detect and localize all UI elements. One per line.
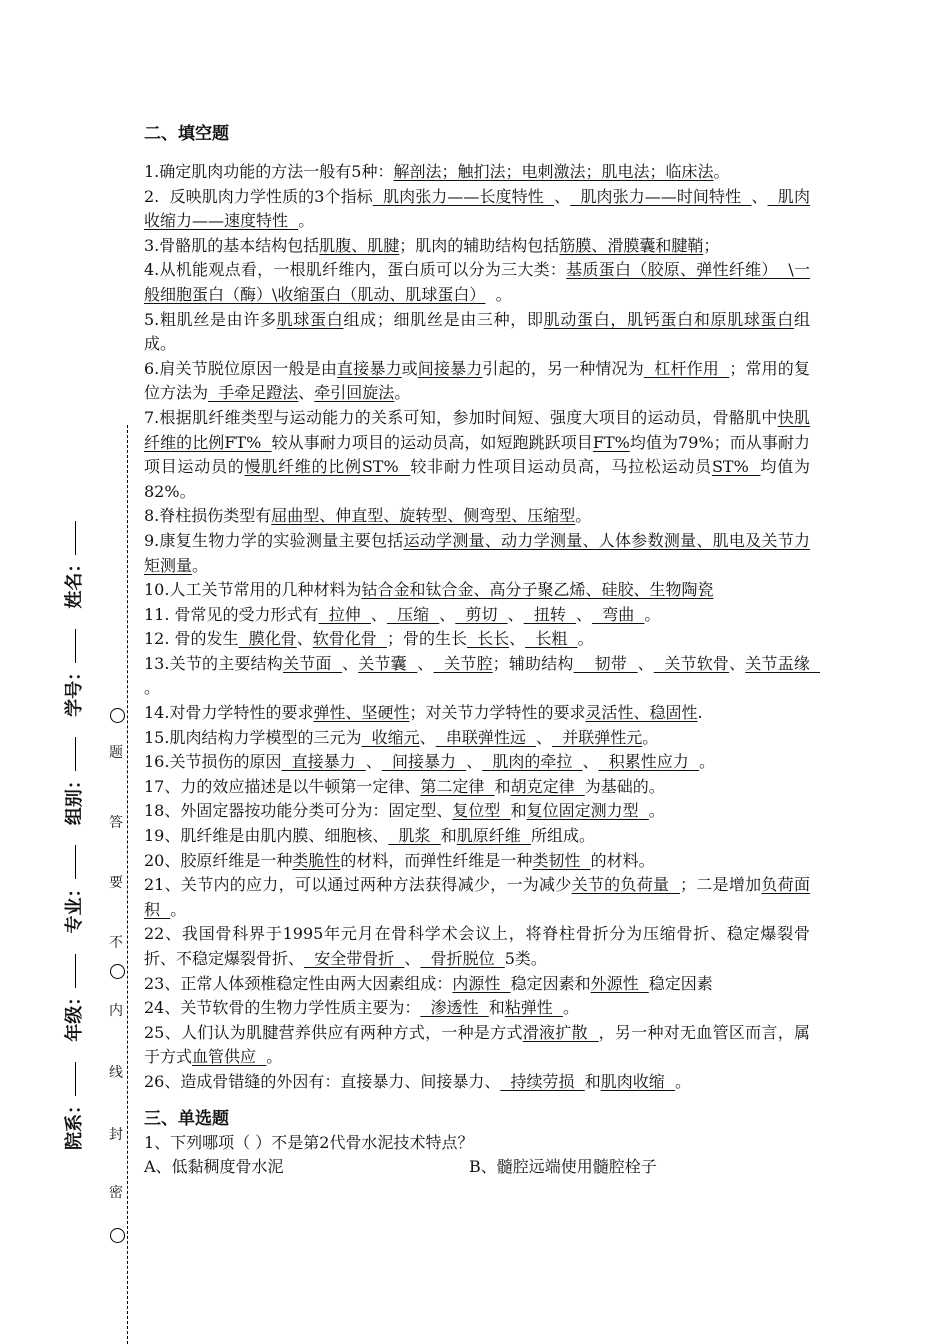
- fill-blank-item: [144, 996, 810, 1021]
- answer-text: 滑液扩散: [522, 1022, 599, 1042]
- question-text: 25、人们认为肌腱营养供应有两种方式，一种是方式: [144, 1022, 523, 1042]
- question-text: 的材料，而弹性纤维是一种: [340, 850, 533, 870]
- question-text: 。: [698, 752, 715, 772]
- answer-text: 解剖法；触扪法；电刺激法；肌电法；临床法: [393, 162, 714, 181]
- question-text: 和: [510, 801, 527, 821]
- question-text: 稳定因素和: [510, 973, 591, 993]
- answer-text: 杠杆作用: [643, 358, 730, 378]
- seal-char: 题: [109, 745, 123, 761]
- fill-blank-item: [144, 824, 810, 849]
- question-text: 均值为79%；而从事耐力项目运动员的: [144, 432, 810, 477]
- field-grade: 年级：: [60, 948, 86, 1042]
- answer-text: 粘弹性: [504, 998, 563, 1018]
- seal-char: 不: [109, 935, 123, 951]
- answer-text: 收缩元: [361, 727, 420, 747]
- answer-text: 肌腹、肌腱: [319, 235, 400, 255]
- answer-text: 肌肉的牵拉: [482, 752, 583, 772]
- question-text: ；肌肉的辅助结构包括: [399, 235, 560, 255]
- question-text: 、: [751, 186, 768, 206]
- question-text: 和: [494, 776, 511, 796]
- question-text: 、: [370, 604, 387, 624]
- answer-text: 积累性应力: [598, 752, 699, 772]
- question-text: 。: [485, 284, 512, 304]
- fill-blank-item: [144, 799, 810, 824]
- answer-text: 复位型: [452, 801, 511, 821]
- answer-text: 复位固定测力型: [526, 801, 649, 821]
- question-text: 3.骨骼肌的基本结构包括: [144, 235, 320, 255]
- question-text: 、: [729, 653, 746, 673]
- answer-text: 屈曲型、伸直型、旋转型、侧弯型、压缩型: [271, 506, 576, 526]
- answer-text: 渗透性: [420, 998, 489, 1018]
- answer-text: 骨折脱位: [420, 949, 505, 968]
- question-text: 为基础的。: [584, 776, 665, 796]
- fill-blank-list: [144, 160, 821, 1095]
- question-text: 1.确定肌肉功能的方法一般有5种：: [144, 162, 394, 181]
- fill-blank-item: [144, 603, 810, 628]
- answer-text: 关节腔: [433, 653, 493, 673]
- question-text: 、: [404, 949, 421, 968]
- answer-text: 弯曲: [592, 604, 645, 624]
- answer-text: 软骨化骨: [312, 629, 387, 649]
- question-text: 5.粗肌丝是由许多: [144, 309, 277, 329]
- option-b[interactable]: B、髓腔远端使用髓腔栓子: [469, 1157, 657, 1177]
- question-text: 11. 骨常见的受力形式有: [144, 604, 319, 624]
- fill-blank-item: [144, 160, 810, 185]
- question-text: 稳定因素: [648, 973, 713, 993]
- section-heading-single-choice: 三、单选题: [144, 1108, 229, 1129]
- answer-text: 基质蛋白（胶原、弹性纤维） \一般细胞蛋白（酶）\收缩蛋白（肌动、肌球蛋白）: [144, 260, 810, 304]
- question-text: 较非耐力性项目运动员高，马拉松运动员: [410, 457, 712, 477]
- question-text: 6.肩关节脱位原因一般是由: [144, 358, 338, 378]
- fill-blank-item: [144, 357, 810, 406]
- question-text: 1、下列哪项（ ）不是第2代骨水泥技术特点？: [144, 1132, 474, 1152]
- answer-text: 关节面: [282, 653, 343, 673]
- answer-text: 牵引回旋法: [314, 383, 395, 403]
- question-text: 、: [365, 752, 382, 772]
- question-text: ；: [703, 235, 720, 255]
- fill-blank-item: [144, 701, 810, 726]
- answer-text: 并联弹性元: [552, 727, 643, 747]
- answer-text: 压缩: [386, 604, 440, 624]
- answer-text: 筋膜、滑膜囊和腱鞘: [559, 235, 704, 255]
- question-text: 。: [575, 506, 592, 526]
- answer-text: 负荷面积: [144, 875, 810, 919]
- answer-text: 关节囊: [358, 653, 418, 673]
- answer-text: 内源性: [452, 973, 511, 993]
- answer-text: 韧带: [573, 653, 638, 673]
- question-text: 22、我国骨科界于1995年元月在骨科学术会议上，将脊柱骨折分为压缩骨折、稳定爆裂骨折、不稳定爆裂骨折、: [144, 924, 810, 968]
- answer-text: 直接暴力: [337, 358, 402, 378]
- fill-blank-item: [144, 578, 810, 603]
- answer-text: 肌肉收缩力——速度特性: [144, 186, 810, 231]
- field-group: 组别：: [60, 731, 86, 825]
- question-text: ；二是增加: [680, 875, 762, 895]
- question-text: 9.康复生物力学的实验测量主要包括: [144, 530, 404, 550]
- answer-text: 钴合金和钛合金、高分子聚乙烯、硅胶、生物陶瓷: [361, 580, 714, 600]
- answer-text: 关节软骨: [653, 653, 730, 673]
- answer-text: 肌肉收缩: [600, 1071, 675, 1091]
- question-text: 和: [584, 1071, 601, 1091]
- question-text: 、: [417, 653, 434, 673]
- seal-circle: [110, 1228, 125, 1243]
- answer-text: 间接暴力: [381, 752, 467, 772]
- answer-text: 剪切: [455, 604, 508, 624]
- answer-text: 长粗: [525, 629, 578, 649]
- fill-blank-item: [144, 234, 810, 259]
- question-text: 15.肌肉结构力学模型的三元为: [144, 727, 362, 747]
- question-text: 所组成。: [530, 826, 595, 846]
- answer-text: 关节盂缘: [745, 653, 821, 673]
- answer-text: 类脆性: [292, 850, 341, 870]
- question-text: 。: [644, 604, 661, 624]
- question-text: 、: [509, 629, 526, 649]
- answer-text: 肌肉张力——长度特性: [372, 186, 555, 206]
- fill-blank-item: [144, 726, 810, 751]
- answer-text: 肌球蛋白: [276, 309, 344, 329]
- answer-text: 间接暴力: [417, 358, 483, 378]
- question-text: 、: [576, 604, 593, 624]
- question-text: 24、关节软骨的生物力学性质主要为：: [144, 998, 421, 1018]
- answer-text: 串联弹性远: [435, 727, 537, 747]
- question-text: 19、肌纤维是由肌内膜、细胞核、: [144, 826, 389, 846]
- question-text: 、: [342, 653, 359, 673]
- section-heading-fill-blank: 二、填空题: [144, 124, 229, 144]
- question-text: 、: [296, 629, 313, 649]
- question-text: 。: [192, 555, 209, 575]
- answer-text: 血管供应: [192, 1047, 267, 1067]
- answer-text: 安全带骨折: [304, 949, 405, 968]
- question-text: 8.脊柱损伤类型有: [144, 506, 272, 526]
- question-text: 、: [637, 653, 654, 673]
- answer-text: 快肌纤维的比例FT%: [144, 407, 810, 452]
- question-text: 的材料。: [590, 850, 655, 870]
- answer-text: 关节的负荷量: [571, 875, 680, 895]
- question-text: 17、力的效应描述是以牛顿第一定律、: [144, 776, 421, 796]
- answer-text: 第二定律: [420, 776, 495, 796]
- answer-text: 灵活性、稳固性: [585, 703, 698, 723]
- seal-circle: [110, 708, 125, 723]
- question-text: ；辅助结构: [492, 653, 574, 673]
- fill-blank-item: [144, 849, 810, 874]
- answer-text: 拉伸: [318, 604, 371, 624]
- question-text: 和: [440, 826, 457, 846]
- question-text: 或: [401, 358, 418, 378]
- question-text: ；对关节力学特性的要求: [409, 703, 586, 723]
- fill-blank-item: [144, 529, 810, 578]
- fill-blank-item: [144, 972, 810, 997]
- question-text: 21、关节内的应力，可以通过两种方法获得减少，一为减少: [144, 875, 572, 895]
- seal-char: 内: [109, 1003, 123, 1019]
- question-text: 18、外固定器按功能分类可分为：固定型、: [144, 801, 453, 821]
- field-name: 姓名：: [60, 515, 86, 609]
- fill-blank-item: [144, 922, 810, 971]
- question-text: 10.人工关节常用的几种材料为: [144, 580, 362, 600]
- answer-text: 长长: [466, 629, 510, 649]
- answer-text: 持续劳损: [500, 1071, 585, 1091]
- question-text: 。: [394, 383, 411, 403]
- question-text: 26、造成骨错缝的外因有：直接暴力、间接暴力、: [144, 1071, 501, 1091]
- question-text: 。: [298, 211, 315, 231]
- question-text: 。: [648, 801, 665, 821]
- question-text: .: [697, 703, 703, 723]
- question-text: 14.对骨力学特性的要求: [144, 703, 314, 723]
- question-text: 5类。: [504, 949, 547, 968]
- fill-blank-item: [144, 504, 810, 529]
- exam-content: [144, 122, 821, 1180]
- answer-text: 手牵足蹬法: [208, 383, 299, 403]
- field-department: 院系：: [60, 1056, 86, 1150]
- question-text: 、: [466, 752, 483, 772]
- field-student-id: 学号：: [60, 623, 86, 717]
- answer-text: FT%: [592, 432, 630, 452]
- question-text: 7.根据肌纤维类型与运动能力的关系可知，参加时间短、强度大项目的运动员，骨骼肌中: [144, 407, 778, 427]
- question-text: 和: [488, 998, 505, 1018]
- question-text: 组成；细肌丝是由三种，即: [343, 309, 544, 329]
- fill-blank-item: [144, 308, 810, 357]
- question-text: 、: [419, 727, 436, 747]
- answer-text: ST%: [711, 457, 761, 477]
- fill-blank-item: [144, 1070, 810, 1095]
- answer-text: 慢肌纤维的比例ST%: [244, 457, 411, 477]
- seal-char: 密: [109, 1185, 123, 1201]
- student-info-fields: [60, 507, 86, 1150]
- seal-char: 封: [109, 1127, 123, 1143]
- answer-text: 肌浆: [388, 826, 441, 846]
- fill-blank-item: [144, 750, 810, 775]
- question-text: 。: [266, 1047, 283, 1067]
- answer-text: 膜化骨: [238, 629, 297, 649]
- answer-text: 外源性: [590, 973, 649, 993]
- fill-blank-item: [144, 627, 810, 652]
- question-text: 。: [144, 678, 161, 698]
- question-text: 。: [642, 727, 659, 747]
- question-text: 、: [582, 752, 599, 772]
- option-a[interactable]: A、低黏稠度骨水泥: [144, 1157, 284, 1177]
- question-text: 16.关节损伤的原因: [144, 752, 282, 772]
- question-text: 、: [554, 186, 571, 206]
- question-text: 23、正常人体颈椎稳定性由两大因素组成：: [144, 973, 453, 993]
- question-text: 较从事耐力项目的运动员高，如短跑跳跃项目: [271, 432, 593, 452]
- fill-blank-item: [144, 775, 810, 800]
- answer-text: 肌肉张力——时间特性: [570, 186, 752, 206]
- answer-options: [144, 1155, 810, 1180]
- fill-blank-item: [144, 1021, 810, 1070]
- answer-text: 运动学测量、动力学测量、人体参数测量、肌电及关节力矩测量: [144, 530, 810, 575]
- answer-text: 弹性、坚硬性: [313, 703, 410, 723]
- question-text: 引起的，另一种情况为: [482, 358, 644, 378]
- question-text: 2. 反映肌肉力学性质的3个指标: [144, 186, 373, 206]
- seal-char: 答: [109, 815, 123, 831]
- fill-blank-item: [144, 406, 810, 504]
- answer-text: 直接暴力: [281, 752, 366, 772]
- question-text: 。: [562, 998, 579, 1018]
- fill-blank-item: [144, 185, 810, 234]
- question-text: 。: [674, 1071, 691, 1091]
- question-text: ，另一种对无血管区而言，属于方式: [144, 1022, 810, 1067]
- question-text: 20、胶原纤维是一种: [144, 850, 293, 870]
- question-text: 均值为82%。: [144, 457, 810, 501]
- question-text: 13.关节的主要结构: [144, 653, 283, 673]
- answer-text: 肌动蛋白，肌钙蛋白和原肌球蛋白: [543, 309, 794, 329]
- fill-blank-item: [144, 652, 821, 701]
- question-text: 12. 骨的发生: [144, 629, 239, 649]
- answer-text: 肌原纤维: [456, 826, 531, 846]
- question-text: 、: [507, 604, 524, 624]
- question-text: ；骨的生长: [386, 629, 467, 649]
- question-text: 。: [713, 162, 730, 181]
- answer-text: 类韧性: [532, 850, 591, 870]
- seal-circle: [110, 964, 125, 979]
- seal-char: 要: [109, 875, 123, 891]
- question-text: 4.从机能观点看，一根肌纤维内，蛋白质可以分为三大类：: [144, 260, 567, 280]
- question-text: 、: [536, 727, 553, 747]
- fill-blank-item: [144, 873, 810, 922]
- question-text: 组成。: [144, 309, 810, 354]
- question-text: ；常用的复位方法为: [144, 358, 810, 403]
- binding-margin: [0, 0, 140, 1344]
- question-text: 。: [577, 629, 594, 649]
- answer-text: 扭转: [523, 604, 577, 624]
- seal-char: 线: [109, 1065, 123, 1081]
- field-major: 专业：: [60, 839, 86, 933]
- answer-text: 胡克定律: [510, 776, 585, 796]
- question-text: 、: [298, 383, 315, 403]
- fill-blank-item: [144, 258, 810, 307]
- question-text: 、: [439, 604, 456, 624]
- question-text: 。: [170, 899, 187, 919]
